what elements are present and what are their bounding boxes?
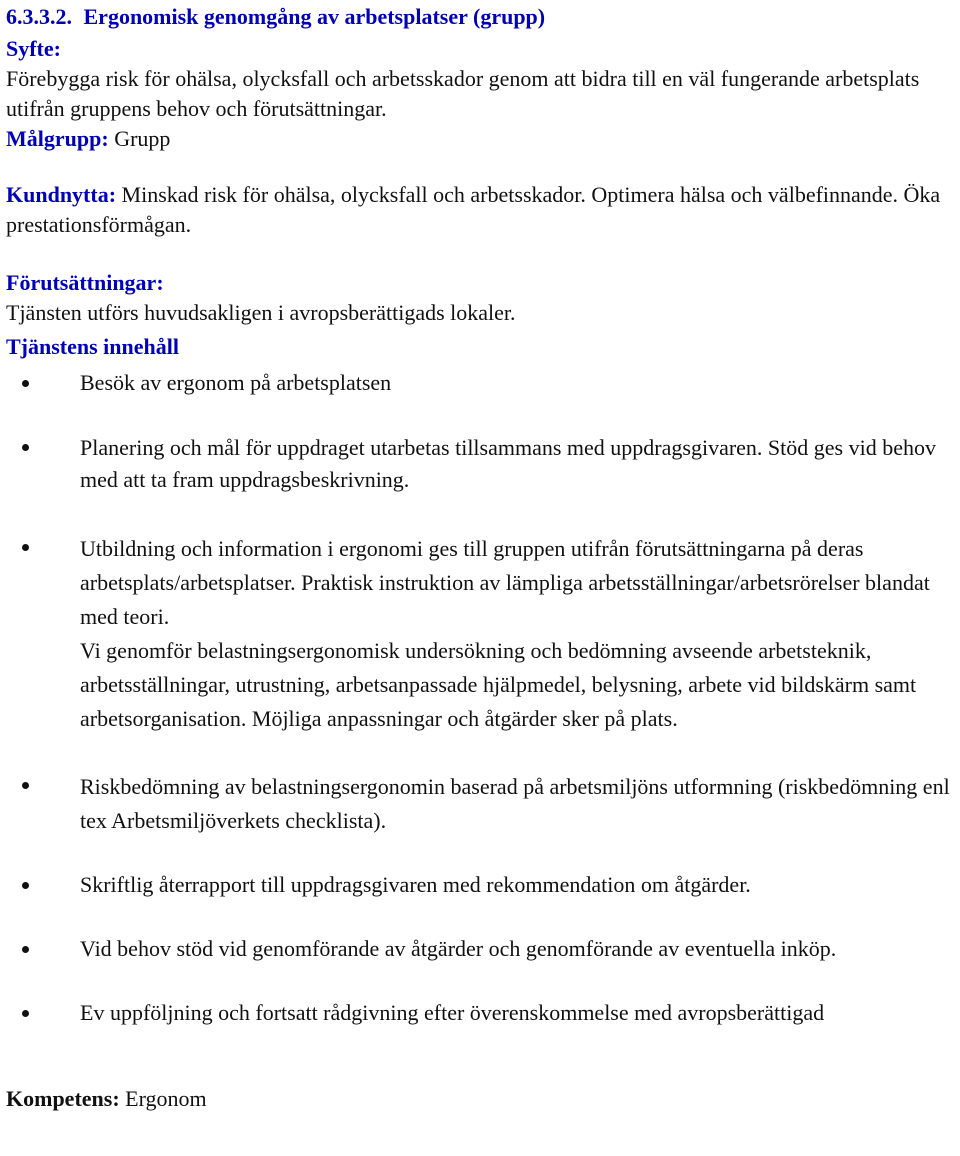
bullet-item bbox=[6, 770, 954, 838]
section-number: 6.3.3.2. bbox=[6, 4, 72, 29]
bullet-text: Ev uppföljning och fortsatt rådgivning efter överenskommelse med avropsberättigad bbox=[80, 1000, 825, 1025]
bullet-continuation bbox=[6, 634, 954, 736]
bullet-text: Planering och mål för uppdraget utarbetas tillsammans med uppdragsgivaren. Stöd ges vid behov med att ta fram uppdragsbeskrivning. bbox=[80, 435, 936, 492]
kundnytta-text: Minskad risk för ohälsa, olycksfall och arbetsskador. Optimera hälsa och välbefinnande. Öka prestationsförmågan. bbox=[6, 182, 941, 237]
bullet-item bbox=[6, 532, 954, 634]
kundnytta-row bbox=[6, 180, 954, 240]
bullet-item bbox=[6, 870, 954, 900]
section-heading bbox=[6, 2, 954, 34]
bullet-text: Skriftlig återrapport till uppdragsgivaren med rekommendation om åtgärder. bbox=[80, 872, 751, 897]
forutsattningar-label: Förutsättningar: bbox=[6, 270, 164, 295]
bullet-text: Vid behov stöd vid genomförande av åtgärder och genomförande av eventuella inköp. bbox=[80, 936, 837, 961]
malgrupp-row bbox=[6, 124, 954, 154]
bullet-icon bbox=[22, 946, 29, 953]
section-title: Ergonomisk genomgång av arbetsplatser (grupp) bbox=[83, 4, 546, 29]
bullet-icon bbox=[22, 1010, 29, 1017]
kompetens-value: Ergonom bbox=[125, 1086, 207, 1111]
kundnytta-label: Kundnytta: bbox=[6, 182, 117, 207]
bullet-text: Utbildning och information i ergonomi ges till gruppen utifrån förutsättningarna på deras arbetsplats/arbetsplatser. Praktisk instruktion av lämpliga arbetsställningar/arbetsrörelser blandat med teori. bbox=[80, 536, 930, 629]
bullet-icon bbox=[22, 782, 29, 789]
bullet-icon bbox=[22, 882, 29, 889]
continuation-text: Vi genomför belastningsergonomisk undersökning och bedömning avseende arbetsteknik, arbetsställningar, utrustning, arbetsanpassade hjälpmedel, belysning, arbete vid bildskärm samt arbetsorganisation. Möjliga anpassningar och åtgärder sker på plats. bbox=[80, 638, 917, 731]
kompetens-label: Kompetens: bbox=[6, 1086, 120, 1111]
bullet-icon bbox=[22, 444, 29, 451]
bullet-icon bbox=[22, 544, 29, 551]
syfte-label: Syfte: bbox=[6, 36, 61, 61]
malgrupp-label: Målgrupp: bbox=[6, 126, 109, 151]
bullet-text: Besök av ergonom på arbetsplatsen bbox=[80, 370, 392, 395]
bullet-item bbox=[6, 934, 954, 964]
kompetens-row bbox=[6, 1084, 954, 1114]
bullet-item bbox=[6, 432, 954, 496]
bullet-item bbox=[6, 998, 954, 1028]
malgrupp-value: Grupp bbox=[114, 126, 171, 151]
innehall-label: Tjänstens innehåll bbox=[6, 334, 179, 359]
bullet-item bbox=[6, 368, 954, 398]
forutsattningar-text: Tjänsten utförs huvudsakligen i avropsberättigads lokaler. bbox=[6, 300, 516, 325]
syfte-text: Förebygga risk för ohälsa, olycksfall och arbetsskador genom att bidra till en väl fungerande arbetsplats utifrån gruppens behov och förutsättningar. bbox=[6, 66, 920, 121]
bullet-icon bbox=[22, 380, 29, 387]
document bbox=[6, 2, 954, 1114]
bullet-text: Riskbedömning av belastningsergonomin baserad på arbetsmiljöns utformning (riskbedömning enl tex Arbetsmiljöverkets checklista). bbox=[80, 774, 950, 833]
